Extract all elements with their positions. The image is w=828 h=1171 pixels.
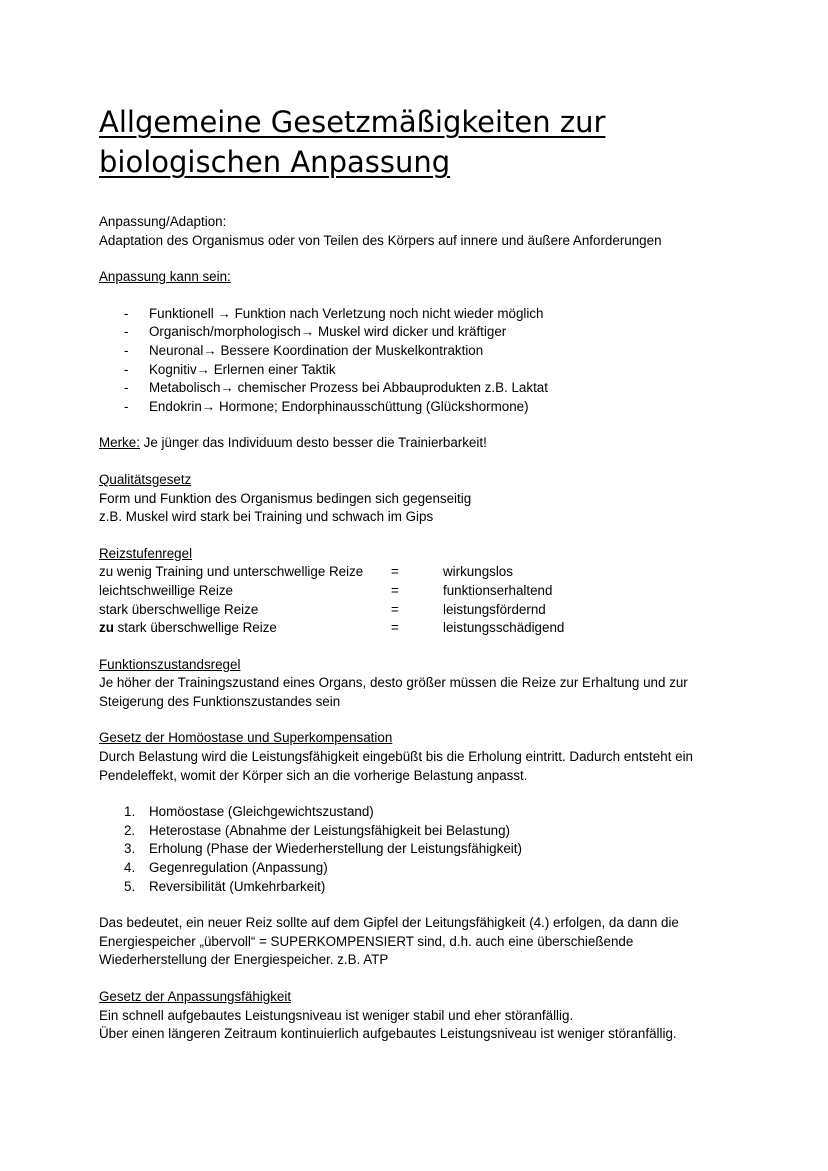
document-page (99, 102, 739, 1044)
anpassungsfaehigkeit-line-1: Ein schnell aufgebautes Leistungsniveau ist weniger stabil und eher störanfällig. (99, 1007, 574, 1023)
types-heading: Anpassung kann sein: (99, 269, 231, 285)
section-homoeostase (99, 729, 739, 970)
merke-text: Je jünger das Individuum desto besser die Trainierbarkeit! (139, 435, 487, 451)
merke-note (99, 434, 739, 453)
list-item: - Neuronal→ Bessere Koordination der Muskelkontraktion (99, 342, 739, 361)
list-item: - Funktionell → Funktion nach Verletzung noch nicht wieder möglich (99, 305, 739, 324)
section-types (99, 268, 739, 416)
section-funktionszustand (99, 656, 739, 712)
list-item: 1. Homöostase (Gleichgewichtszustand) (124, 804, 374, 820)
list-item: - Organisch/morphologisch→ Muskel wird dicker und kräftiger (99, 323, 739, 342)
list-item: - Kognitiv→ Erlernen einer Taktik (99, 361, 739, 380)
reizstufen-row: zu wenig Training und unterschwellige Reize = wirkungslos (99, 564, 513, 580)
page-title (99, 102, 739, 182)
reizstufen-row: stark überschwellige Reize = leistungsfördernd (99, 601, 546, 617)
title-line-2: biologischen Anpassung (99, 145, 451, 179)
types-list (99, 305, 739, 417)
title-line-1: Allgemeine Gesetzmäßigkeiten zur (99, 105, 606, 139)
list-item: 2. Heterostase (Abnahme der Leistungsfähigkeit bei Belastung) (124, 822, 511, 838)
funktionszustand-heading: Funktionszustandsregel (99, 656, 241, 672)
reizstufen-row: leichtschweillige Reize = funktionserhaltend (99, 582, 553, 598)
list-item: - Endokrin→ Hormone; Endorphinausschüttung (Glückshormone) (99, 398, 739, 417)
funktionszustand-text: Je höher der Trainingszustand eines Organs, desto größer müssen die Reize zur Erhaltung und zur Steigerung des Funktionszustandes sein (99, 675, 688, 709)
reizstufen-heading: Reizstufenregel (99, 545, 193, 561)
anpassungsfaehigkeit-heading: Gesetz der Anpassungsfähigkeit (99, 989, 292, 1004)
anpassungsfaehigkeit-line-2: Über einen längeren Zeitraum kontinuierlich aufgebautes Leistungsniveau ist weniger störanfällig. (99, 1026, 677, 1042)
section-reizstufen (99, 545, 739, 638)
intro-text: Adaptation des Organismus oder von Teilen des Körpers auf innere und äußere Anforderungen (99, 232, 662, 248)
homoeostase-text: Durch Belastung wird die Leistungsfähigkeit eingebüßt bis die Erholung eintritt. Dadurch entsteht ein Pendeleffekt, womit der Körper sich an die vorherige Belastung anpasst. (99, 749, 694, 783)
qualitaet-heading: Qualitätsgesetz (99, 471, 192, 487)
section-qualitaet (99, 471, 739, 527)
list-item: - Metabolisch→ chemischer Prozess bei Abbauprodukten z.B. Laktat (99, 379, 739, 398)
phases-list (99, 803, 739, 896)
merke-label: Merke: (99, 435, 140, 451)
list-item: 4. Gegenregulation (Anpassung) (124, 860, 328, 876)
reizstufen-row: zu stark überschwellige Reize = leistungsschädigend (99, 620, 565, 636)
homoeostase-heading: Gesetz der Homöostase und Superkompensation (99, 730, 393, 746)
section-anpassungsfaehigkeit (99, 988, 739, 1044)
intro-heading: Anpassung/Adaption: (99, 214, 227, 229)
qualitaet-line-2: z.B. Muskel wird stark bei Training und schwach im Gips (99, 509, 434, 525)
qualitaet-line-1: Form und Funktion des Organismus bedingen sich gegenseitig (99, 490, 472, 506)
homoeostase-summary: Das bedeutet, ein neuer Reiz sollte auf dem Gipfel der Leitungsfähigkeit (4.) erfolgen, da dann die Energiespeicher „übervoll“ = SUPERKOMPENSIERT sind, d.h. auch eine überschießende Wiederherstellung der Energiespeicher. z.B. ATP (99, 915, 679, 968)
section-intro (99, 213, 739, 250)
list-item: 3. Erholung (Phase der Wiederherstellung der Leistungsfähigkeit) (124, 841, 522, 857)
list-item: 5. Reversibilität (Umkehrbarkeit) (124, 878, 326, 894)
